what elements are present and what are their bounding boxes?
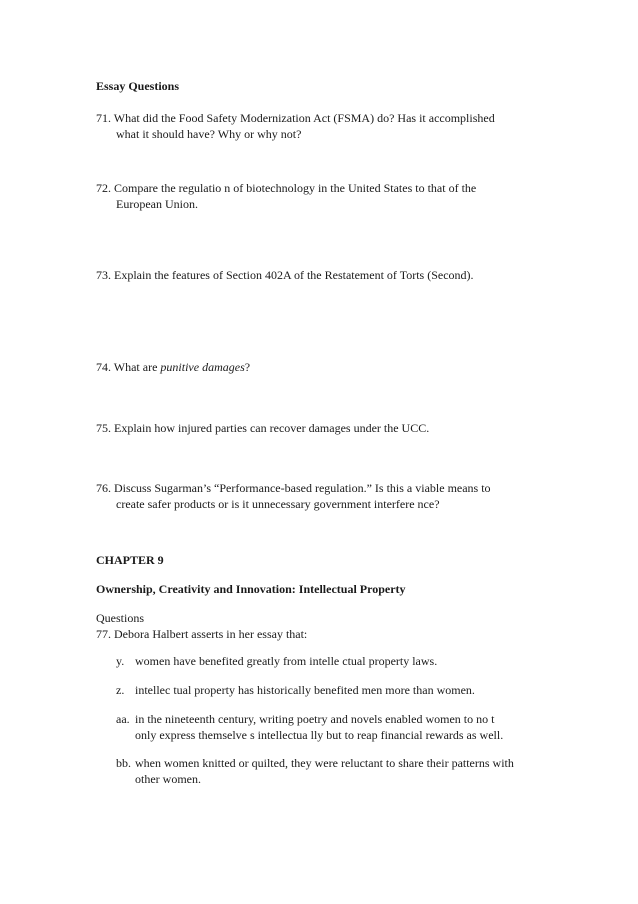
question-74 [96, 360, 250, 374]
chapter-label: CHAPTER 9 [96, 553, 164, 567]
question-73: 73. Explain the features of Section 402A of the Restatement of Torts (Second). [96, 268, 474, 282]
essay-heading: Essay Questions [96, 79, 180, 93]
option-text: when women knitted or quilted, they were reluctant to share their patterns with [135, 756, 514, 770]
option-marker: bb. [116, 756, 131, 770]
question-71-line2: what it should have? Why or why not? [116, 127, 302, 141]
option-text: women have benefited greatly from intelle ctual property laws. [135, 654, 438, 668]
chapter-title: Ownership, Creativity and Innovation: Intellectual Property [96, 582, 406, 596]
question-74-term: punitive damages [160, 360, 245, 374]
question-76-line1: 76. Discuss Sugarman’s “Performance-based regulation.” Is this a viable means to [96, 481, 491, 495]
question-74-prefix: 74. What are [96, 360, 161, 374]
option-text-continued: only express themselve s intellectua lly but to reap financial rewards as well. [135, 728, 504, 742]
question-77-stem: 77. Debora Halbert asserts in her essay that: [96, 627, 308, 641]
question-71-line1: 71. What did the Food Safety Modernization Act (FSMA) do? Has it accomplished [96, 111, 495, 125]
option-marker: aa. [116, 712, 130, 726]
option-marker: z. [116, 683, 125, 697]
question-76-line2: create safer products or is it unnecessary government interfere nce? [116, 497, 440, 511]
option-text: in the nineteenth century, writing poetry and novels enabled women to no t [135, 712, 495, 726]
question-74-suffix: ? [244, 360, 251, 374]
question-72-line2: European Union. [116, 197, 198, 211]
questions-label: Questions [96, 611, 144, 625]
question-72-line1: 72. Compare the regulatio n of biotechnology in the United States to that of the [96, 181, 477, 195]
option-marker: y. [116, 654, 125, 668]
question-75: 75. Explain how injured parties can recover damages under the UCC. [96, 421, 430, 435]
option-text: intellec tual property has historically benefited men more than women. [135, 683, 475, 697]
option-text-continued: other women. [135, 772, 201, 786]
